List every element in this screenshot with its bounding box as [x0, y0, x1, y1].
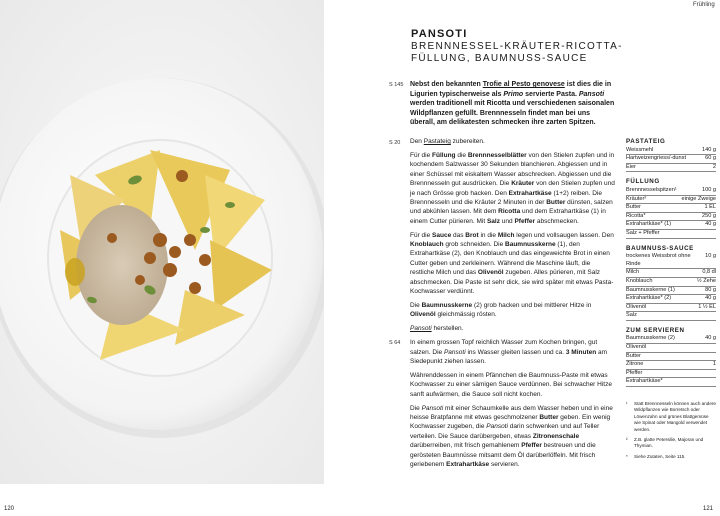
ingredient-row	[626, 312, 716, 321]
ingredient-quantity: 140 g	[702, 146, 716, 153]
ingredient-group-heading: BAUMNUSS-SAUCE	[626, 244, 694, 252]
ingredient-quantity: 40 g	[705, 295, 716, 302]
ingredient-name: Salz + Pfeffer	[626, 229, 660, 236]
ingredient-name: Extrahartkäse* (1)	[626, 221, 672, 228]
page-number-left: 120	[4, 506, 15, 512]
link-pansoti[interactable]: Pansoti	[410, 325, 432, 333]
ingredient-name: Eier	[626, 163, 636, 170]
ingredient-row	[626, 278, 716, 287]
footnotes	[626, 401, 716, 460]
ingredient-quantity: 40 g	[705, 221, 716, 228]
ingredient-row	[626, 155, 716, 164]
ingredient-row	[626, 213, 716, 222]
step-pastateig: Den Pastateig zubereiten.	[410, 138, 485, 145]
ingredient-row	[626, 287, 716, 296]
recipe-title: PANSOTI	[411, 28, 468, 40]
link-pastateig[interactable]: Pastateig	[423, 138, 451, 145]
footnote	[626, 401, 716, 433]
ingredient-quantity: 0,8 dl	[702, 269, 716, 276]
recipe-subtitle: BRENNNESSEL-KRÄUTER-RICOTTA-FÜLLUNG, BAUMNUSS-SAUCE	[411, 41, 623, 64]
ingredient-quantity: 40 g	[705, 335, 716, 342]
ingredient-name: Butter	[626, 204, 641, 211]
footnote-text: Siehe Zutaten, Seite 115.	[634, 453, 686, 459]
ingredient-quantity: 80 g	[705, 286, 716, 293]
ingredient-row	[626, 196, 716, 205]
ingredient-name: Brennnesselspitzen¹	[626, 186, 677, 193]
ingredient-row	[626, 164, 716, 173]
ingredient-name: Salz	[626, 312, 637, 319]
pasta-plate-illustration	[0, 0, 324, 484]
ingredient-name: Olivenöl	[626, 344, 647, 351]
ingredients-sidebar	[626, 138, 716, 464]
page-ref-intro: S 145	[389, 82, 404, 88]
ingredient-row	[626, 253, 716, 269]
ingredient-row	[626, 344, 716, 353]
page-number-right: 121	[703, 506, 714, 512]
ingredient-name: Extrahartkäse*	[626, 378, 663, 385]
ingredient-name: Knoblauch	[626, 277, 653, 284]
ingredient-name: Extrahartkäse* (2)	[626, 295, 672, 302]
footnote-mark: ²	[626, 437, 628, 443]
ingredient-quantity: 1	[712, 361, 716, 368]
footnote	[626, 454, 716, 460]
ingredient-name: Baumnusskerne (1)	[626, 286, 675, 293]
ingredient-name: trockenes Weissbrot ohne Rinde	[626, 253, 691, 267]
ingredient-name: Ricotta*	[626, 212, 646, 219]
ingredient-row	[626, 361, 716, 370]
dish-photo	[0, 0, 324, 484]
method-text	[410, 137, 616, 474]
ingredient-quantity: 2	[712, 163, 716, 170]
step-kochen: In einem grossen Topf reichlich Wasser zum Kochen bringen, gut salzen. Die Pansoti ins Wasser gleiten lassen und ca. 3 Minuten am Siedepunkt ziehen lassen.	[410, 339, 608, 366]
ingredient-name: Olivenöl	[626, 303, 647, 310]
footnote-text: Statt Brennnesseln können auch andere Wildpflanzen wie Borretsch oder Löwenzahn und grünes Blattgemüse wie Spinat oder Mangold verwendet werden.	[634, 401, 716, 432]
ingredient-name: Baumnusskerne (2)	[626, 335, 675, 342]
ingredient-group-heading: FÜLLUNG	[626, 178, 660, 186]
ingredient-quantity: 60 g	[705, 155, 716, 162]
ingredient-row	[626, 221, 716, 230]
ingredient-quantity: 10 g	[705, 253, 716, 260]
ingredient-name: Hartweizengriess/-dunst	[626, 155, 687, 162]
ingredient-row	[626, 335, 716, 344]
intro-paragraph: Nebst den bekannten Trofie al Pesto genovese ist dies die in Ligurien typischerweise als Primo servierte Pasta. Pansoti werden traditionell mit Ricotta und verschiedenen saisonalen Wildpflanzen gefüllt. Brennnesseln findet man bei uns überall, am delikatesten schmecken ihre zarten Spitzen.	[410, 81, 615, 126]
ingredient-row	[626, 187, 716, 196]
ingredient-name: Weissmehl	[626, 146, 654, 153]
ingredient-quantity: 100 g	[702, 186, 716, 193]
ingredient-quantity: 250 g	[702, 212, 716, 219]
section-label: Frühling	[693, 2, 715, 8]
ingredient-name: Butter	[626, 352, 641, 359]
step-pansoti: Pansoti herstellen.	[410, 325, 464, 333]
ingredient-row	[626, 378, 716, 387]
ingredient-group-heading: ZUM SERVIEREN	[626, 326, 685, 334]
ingredient-row	[626, 304, 716, 313]
ingredient-row	[626, 204, 716, 213]
footnote	[626, 437, 716, 450]
ingredient-row	[626, 370, 716, 379]
ingredient-quantity: 1 ½ EL	[698, 303, 716, 310]
step-sauce-waermen: Währenddessen in einem Pfännchen die Baumnuss-Paste mit etwas Kochwasser zu einer sämigen Sauce verdünnen. Bei schwacher Hitze sanft aufwärmen, die Sauce soll nicht kochen.	[410, 371, 612, 398]
footnote-text: Z.B. glatte Petersilie, Majoran und Thymian.	[634, 437, 704, 449]
step-baumnuss: Die Baumnusskerne (2) grob hacken und bei mittlerer Hitze in Olivenöl gleichmässig rösten.	[410, 302, 592, 319]
ingredient-name: Zitrone	[626, 361, 644, 368]
ingredient-row	[626, 269, 716, 278]
ingredient-name: Pfeffer	[626, 369, 643, 376]
ingredient-group-heading: PASTATEIG	[626, 138, 666, 145]
ingredient-name: Kräuter²	[626, 195, 647, 202]
step-servieren: Die Pansoti mit einer Schaumkelle aus dem Wasser heben und in eine heisse Bratpfanne mit etwas geschmolzener Butter geben. Ein wenig Kochwasser zugeben, die Pansoti darin schwenken und auf Teller verteilen. Die Sauce darübergeben, etwas Zitronenschale darüberreiben, mit frisch gemahlenem Pfeffer bestreuen und die gerösteten Baumnüsse mitsamt dem Öl darüberlöffeln. Mit frisch geriebenem Extrahartkäse servieren.	[410, 404, 613, 469]
ingredient-row	[626, 295, 716, 304]
footnote-mark: *	[626, 453, 628, 459]
ingredient-quantity: einige Zweige	[681, 195, 716, 202]
step-fuellung: Für die Füllung die Brennnesselblätter von den Stielen zupfen und in kochendem Salzwasser 30 Sekunden blanchieren. Abgiessen und in einer Schüssel mit eiskaltem Wasser abschrecken. Abgiessen und die Brennnesseln gut ausdrücken. Die Kräuter von den Stielen zupfen und je nach Grösse grob hacken. Den Extrahartkäse (1+2) reiben. Die Brennnesseln und die Kräuter 2 Minuten in der Butter dünsten, salzen und abkühlen lassen. Mit dem Ricotta und dem Extrahartkäse (1) in einem Cutter pürieren. Mit Salz und Pfeffer abschmecken.	[410, 151, 615, 225]
ingredient-quantity: ½ Zehe	[697, 277, 716, 284]
footnote-mark: ¹	[626, 401, 628, 407]
page-ref-pansoti: S 64	[389, 340, 401, 346]
ingredient-row	[626, 230, 716, 239]
ingredient-quantity: 1 EL	[704, 204, 716, 211]
page-ref-teig: S 20	[389, 140, 401, 146]
ingredient-row	[626, 353, 716, 362]
ingredient-name: Milch	[626, 269, 640, 276]
step-sauce: Für die Sauce das Brot in die Milch legen und vollsaugen lassen. Den Knoblauch grob schneiden. Die Baumnusskerne (1), den Extrahartkäse (2), den Knoblauch und das eingeweichte Brot in einen Cutter geben und zerkleinern. Während die Maschine läuft, die restliche Milch und das Olivenöl zugeben. Alles pürieren, mit Salz abschmecken. Die Paste ist sehr dick, sie wird später mit etwas Pasta-Kochwasser verdünnt.	[410, 231, 614, 296]
ingredient-row	[626, 147, 716, 156]
